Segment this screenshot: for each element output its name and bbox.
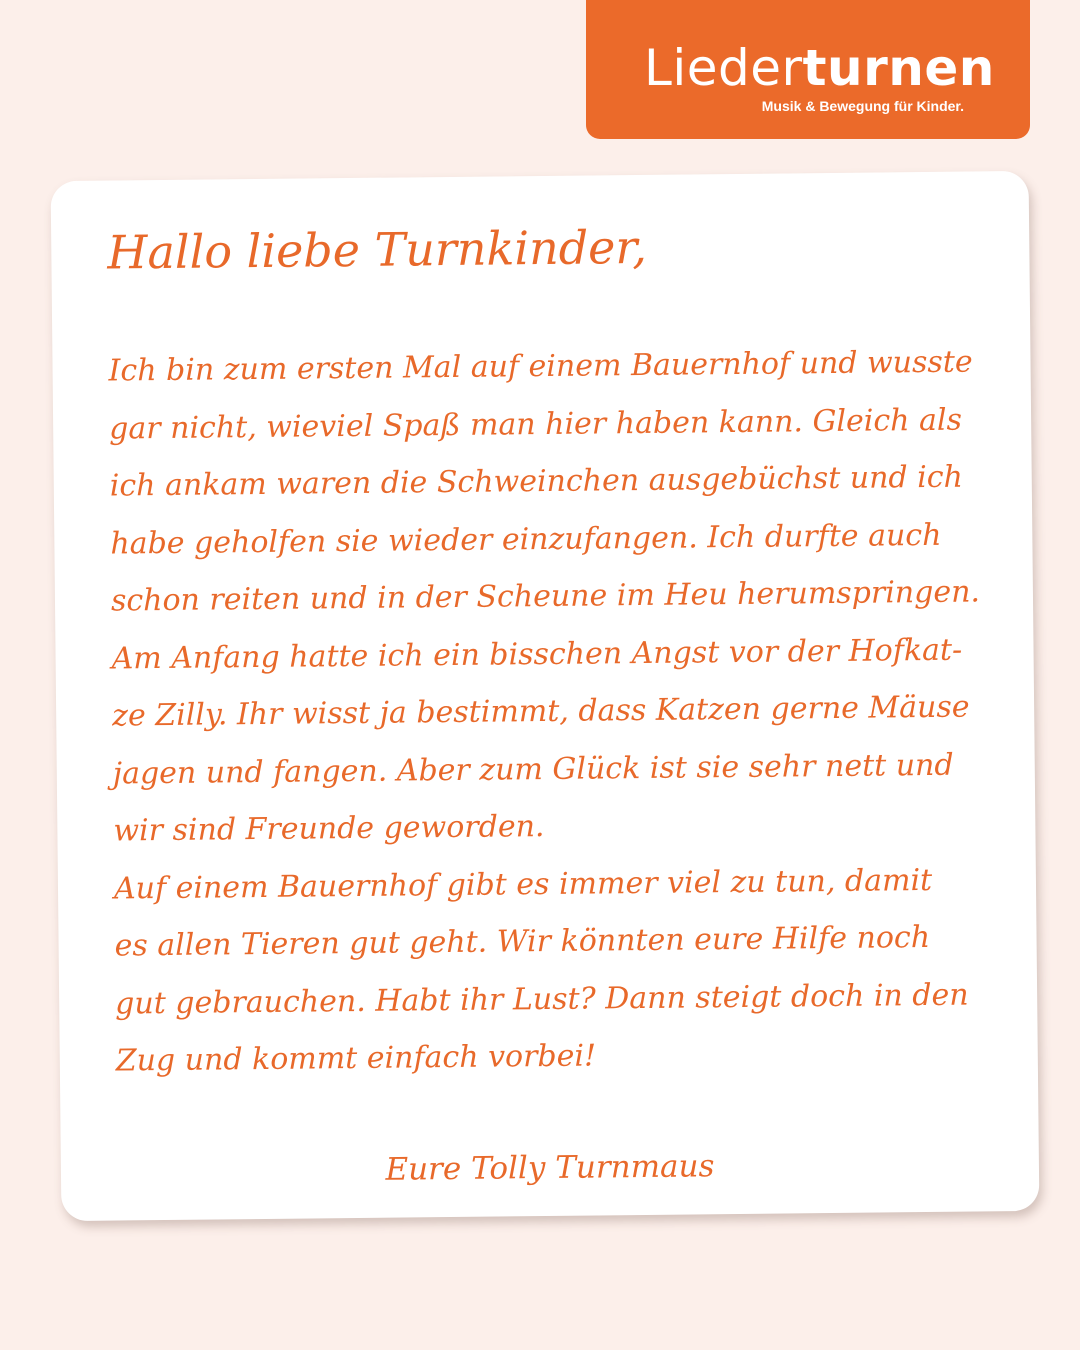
letter-line: gut gebrauchen. Habt ihr Lust? Dann steigt doch in den	[115, 977, 969, 1022]
logo-word-light: Lieder	[644, 39, 803, 97]
letter-line: Ich bin zum ersten Mal auf einem Bauernhof und wusste	[108, 344, 973, 389]
letter-signature: Eure Tolly Turnmaus	[385, 1148, 715, 1188]
letter-line: Zug und kommt einfach vorbei!	[115, 1038, 597, 1079]
letter-line: Am Anfang hatte ich ein bisschen Angst vor der Hofkat-	[111, 632, 963, 677]
brand-logo	[586, 0, 1030, 139]
letter-line: wir sind Freunde geworden.	[113, 809, 545, 849]
letter-line: ich ankam waren die Schweinchen ausgebüchst und ich	[109, 459, 964, 504]
letter-card	[51, 171, 1040, 1221]
letter-greeting: Hallo liebe Turnkinder,	[107, 219, 648, 280]
logo-tagline: Musik & Bewegung für Kinder.	[761, 98, 964, 114]
logo-word-bold: turnen	[802, 39, 995, 97]
letter-line: gar nicht, wieviel Spaß man hier haben kann. Gleich als	[108, 402, 963, 447]
logo-wordmark	[644, 40, 995, 96]
letter-body	[108, 333, 996, 1090]
letter-line: jagen und fangen. Aber zum Glück ist sie sehr nett und	[112, 747, 954, 792]
letter-line: habe geholfen sie wieder einzufangen. Ich durfte auch	[110, 517, 942, 562]
letter-line: schon reiten und in der Scheune im Heu herumspringen.	[110, 574, 981, 619]
letter-line: es allen Tieren gut geht. Wir könnten eure Hilfe noch	[114, 919, 931, 964]
letter-line: Auf einem Bauernhof gibt es immer viel zu tun, damit	[113, 862, 933, 907]
letter-line: ze Zilly. Ihr wisst ja bestimmt, dass Katzen gerne Mäuse	[112, 689, 970, 734]
